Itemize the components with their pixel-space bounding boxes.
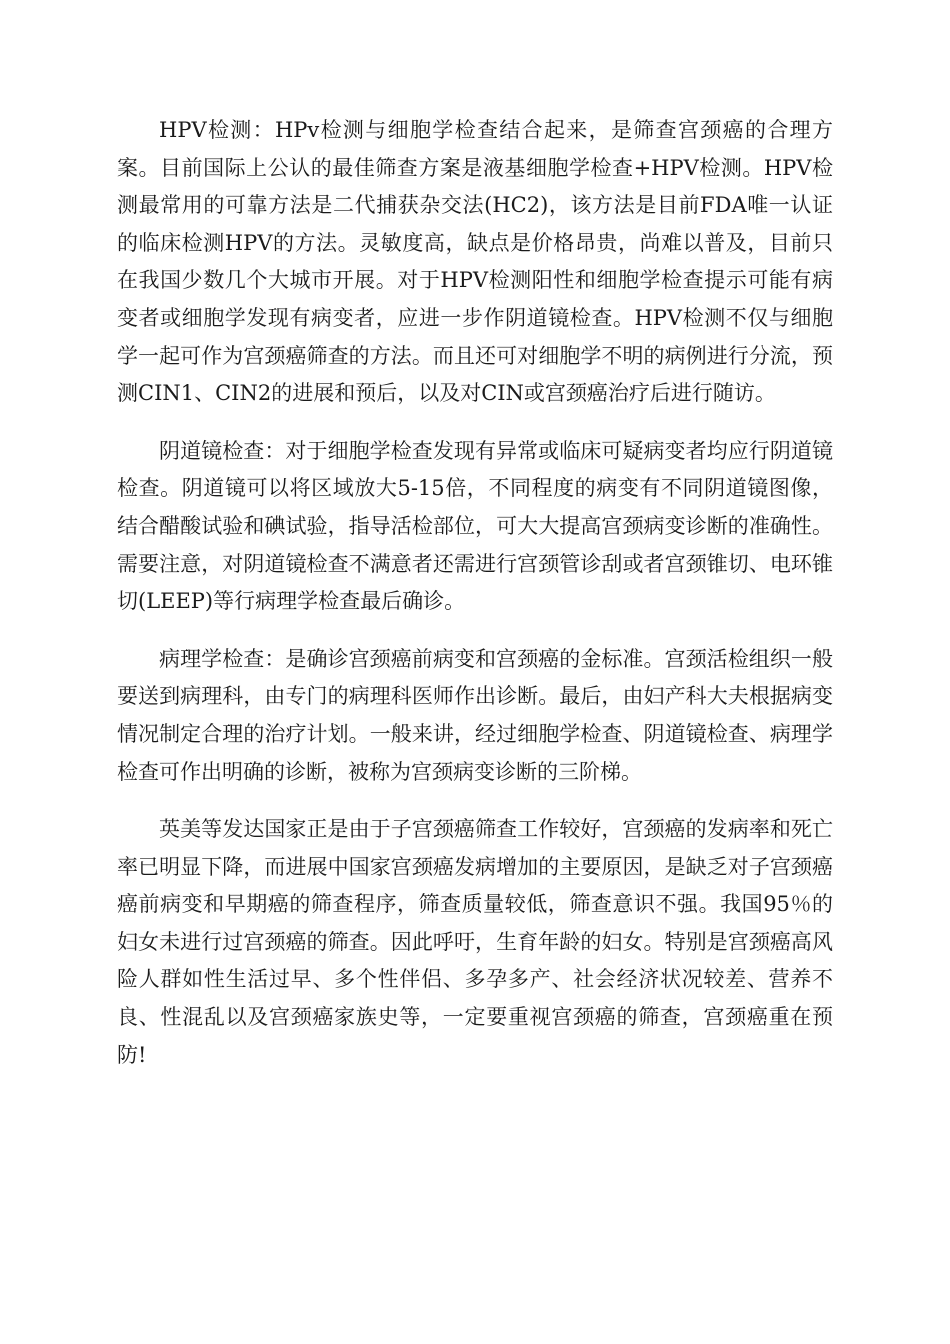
paragraph-colposcopy: 阴道镜检查：对于细胞学检查发现有异常或临床可疑病变者均应行阴道镜检查。阴道镜可以将区域放大5-15倍，不同程度的病变有不同阴道镜图像，结合醋酸试验和碘试验，指导活检部位，可大大提高宫颈病变诊断的准确性。需要注意，对阴道镜检查不满意者还需进行宫颈管诊刮或者宫颈锥切、电环锥切(LEEP)等行病理学检查最后确诊。	[117, 438, 833, 614]
paragraph-screening-conclusion: 英美等发达国家正是由于子宫颈癌筛查工作较好，宫颈癌的发病率和死亡率已明显下降，而进展中国家宫颈癌发病增加的主要原因，是缺乏对子宫颈癌癌前病变和早期癌的筛查程序，筛查质量较低，筛查意识不强。我国95％的妇女未进行过宫颈癌的筛查。因此呼吁，生育年龄的妇女。特别是宫颈癌高风险人群如性生活过早、多个性伴侣、多孕多产、社会经济状况较差、营养不良、性混乱以及宫颈癌家族史等，一定要重视宫颈癌的筛查，宫颈癌重在预防!	[117, 817, 833, 1067]
paragraph-hpv-testing: HPV检测：HPv检测与细胞学检查结合起来，是筛查宫颈癌的合理方案。目前国际上公认的最佳筛查方案是液基细胞学检查+HPV检测。HPV检测最常用的可靠方法是二代捕获杂交法(HC2)，该方法是目前FDA唯一认证的临床检测HPV的方法。灵敏度高，缺点是价格昂贵，尚难以普及，目前只在我国少数几个大城市开展。对于HPV检测阳性和细胞学检查提示可能有病变者或细胞学发现有病变者，应进一步作阴道镜检查。HPV检测不仅与细胞学一起可作为宫颈癌筛查的方法。而且还可对细胞学不明的病例进行分流，预测CIN1、CIN2的进展和预后，以及对CIN或宫颈癌治疗后进行随访。	[117, 118, 833, 406]
paragraph-pathology: 病理学检查：是确诊宫颈癌前病变和宫颈癌的金标准。宫颈活检组织一般要送到病理科，由专门的病理科医师作出诊断。最后，由妇产科大夫根据病变情况制定合理的治疗计划。一般来讲，经过细胞学检查、阴道镜检查、病理学检查可作出明确的诊断，被称为宫颈病变诊断的三阶梯。	[117, 646, 833, 784]
document-page	[117, 112, 833, 1094]
